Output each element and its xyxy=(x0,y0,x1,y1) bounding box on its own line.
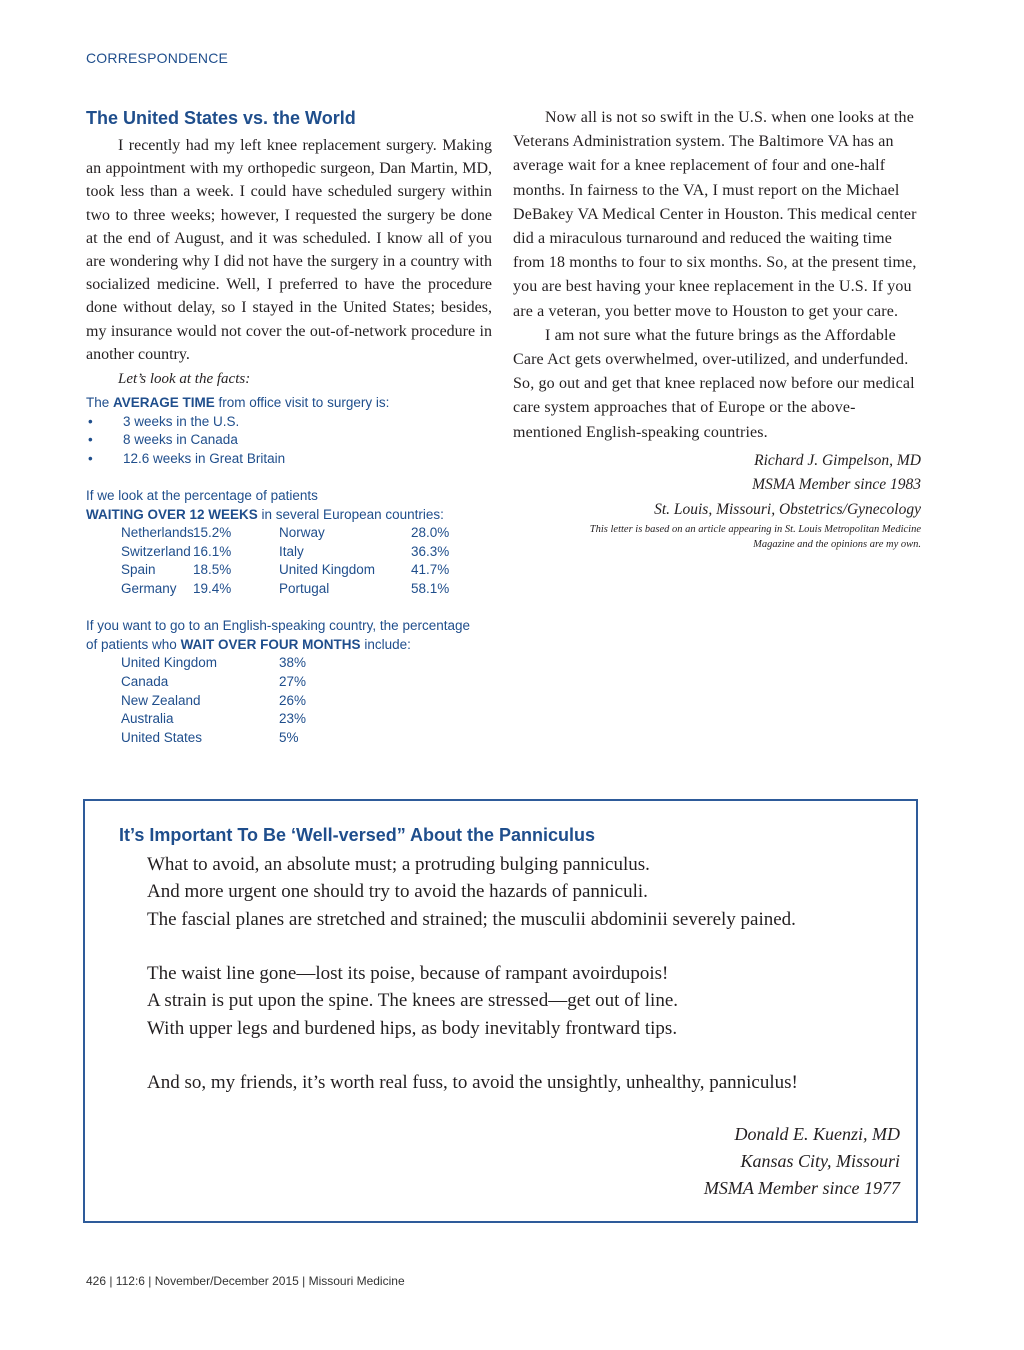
europe-wait-table: Netherlands 15.2% Norway 28.0% Switzerland 16.1% Italy 36.3% Spain 18.5% United Kingdom 41.7% Germany 19.4% Portugal 58.1% xyxy=(121,525,450,596)
poem-line: And more urgent one should try to avoid the hazards of panniculi. xyxy=(147,881,648,903)
letter-right-column xyxy=(513,106,921,552)
poem-line: A strain is put upon the spine. The knees are stressed—get out of line. xyxy=(147,990,679,1012)
letter-left-column xyxy=(86,106,492,747)
wait12-heading-line1: If we look at the percentage of patients xyxy=(86,488,318,503)
poem-signature xyxy=(704,1121,900,1202)
poem-title: It’s Important To Be ‘Well-versed” About the Panniculus xyxy=(119,825,596,845)
facts-block xyxy=(86,394,492,747)
facts-intro: Let’s look at the facts: xyxy=(118,371,251,388)
letter-paragraph: I recently had my left knee replacement surgery. Making an appointment with my orthopedic surgeon, Dan Martin, MD, took less than a week. I could have scheduled surgery within two to three weeks; however, I requested the surgery be done at the end of August, and it was scheduled. I know all of you are wondering why I did not have the surgery in a country with socialized medicine. Well, I preferred to have the procedure done without delay, so I stayed in the United States; besides, my insurance would not cover the out-of-network procedure in another country. xyxy=(86,137,492,363)
poem-box xyxy=(83,799,918,1223)
poem-body xyxy=(147,851,887,1097)
wait12-heading-line2: WAITING OVER 12 WEEKS in several European countries: xyxy=(86,506,444,522)
poem-line: The fascial planes are stretched and strained; the musculii abdominii severely pained. xyxy=(147,908,796,930)
poem-line: And so, my friends, it’s worth real fuss, to avoid the unsightly, unhealthy, panniculus! xyxy=(147,1072,798,1094)
section-label: CORRESPONDENCE xyxy=(86,50,229,66)
list-item: • 12.6 weeks in Great Britain xyxy=(88,450,286,466)
wait4m-heading-line2: of patients who WAIT OVER FOUR MONTHS include: xyxy=(86,636,411,652)
poem-line: With upper legs and burdened hips, as body inevitably frontward tips. xyxy=(147,1017,678,1039)
signature-location: St. Louis, Missouri, Obstetrics/Gynecology xyxy=(654,500,921,518)
signature-member: MSMA Member since 1983 xyxy=(752,476,921,494)
page-footer: 426 | 112:6 | November/December 2015 | Missouri Medicine xyxy=(86,1274,405,1288)
poem-signature-member: MSMA Member since 1977 xyxy=(703,1178,900,1198)
avg-time-heading: The AVERAGE TIME from office visit to surgery is: xyxy=(86,395,390,411)
letter-paragraph: Now all is not so swift in the U.S. when one looks at the Veterans Administration system. The Baltimore VA has an average wait for a knee replacement of four and one-half months. In fairness to the VA, I must report on the Michael DeBakey VA Medical Center in Houston. This medical center did a miraculous turnaround and reduced the waiting time from 18 months to four to six months. So, at the present time, you are best having your knee replacement in the U.S. If you are a veteran, you better move to Houston to get your care. xyxy=(513,109,917,320)
english-speaking-wait-table: United Kingdom 38% Canada 27% New Zealand 26% Australia 23% United States 5% xyxy=(121,655,307,745)
poem-line: What to avoid, an absolute must; a protruding bulging panniculus. xyxy=(147,854,650,875)
list-item: • 3 weeks in the U.S. xyxy=(88,413,240,429)
signature-name: Richard J. Gimpelson, MD xyxy=(754,451,921,469)
list-item: • 8 weeks in Canada xyxy=(88,432,238,448)
signature-note: Magazine and the opinions are my own. xyxy=(753,539,921,551)
signature-note: This letter is based on an article appearing in St. Louis Metropolitan Medicine xyxy=(589,524,921,536)
poem-signature-name: Donald E. Kuenzi, MD xyxy=(734,1124,900,1144)
letter-title: The United States vs. the World xyxy=(86,108,356,128)
wait4m-heading-line1: If you want to go to an English-speaking country, the percentage xyxy=(86,618,470,634)
letter-paragraph: I am not sure what the future brings as the Affordable Care Act gets overwhelmed, over-utilized, and underfunded. So, go out and get that knee replaced now before our medical care system approaches that of Europe or the above-mentioned English-speaking countries. xyxy=(513,326,915,441)
poem-line: The waist line gone—lost its poise, because of rampant avoirdupois! xyxy=(147,963,669,985)
poem-signature-location: Kansas City, Missouri xyxy=(740,1151,900,1171)
